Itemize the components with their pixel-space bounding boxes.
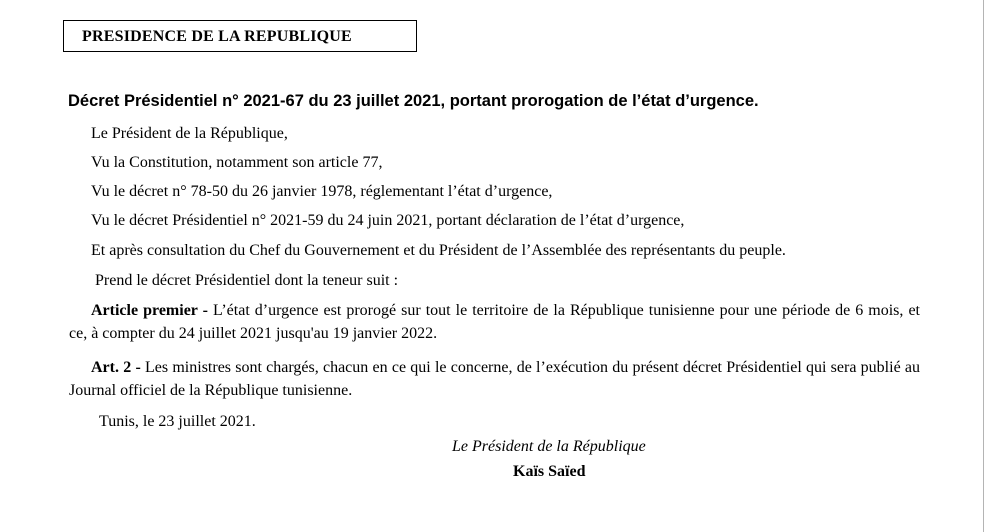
signatory-title: Le Président de la République xyxy=(452,438,646,455)
preamble-president: Le Président de la République, xyxy=(91,125,288,142)
issuing-authority-header: PRESIDENCE DE LA REPUBLIQUE xyxy=(82,28,352,45)
signatory-name: Kaïs Saïed xyxy=(513,463,586,480)
article-2-text: Les ministres sont chargés, chacun en ce qui le concerne, de l’exécution du présent décret Présidentiel qui sera publié au Journal officiel de la République tunisienne. xyxy=(69,359,920,399)
page-edge-divider xyxy=(983,0,984,532)
preamble-enacts: Prend le décret Présidentiel dont la teneur suit : xyxy=(95,272,399,289)
decree-title: Décret Présidentiel n° 2021-67 du 23 juillet 2021, portant prorogation de l’état d’urgence. xyxy=(68,92,759,110)
article-1-text: L’état d’urgence est prorogé sur tout le territoire de la République tunisienne pour une période de 6 mois, et ce, à compter du 24 juillet 2021 jusqu'au 19 janvier 2022. xyxy=(69,302,920,342)
article-1 xyxy=(69,299,920,345)
preamble-decree-1978: Vu le décret n° 78-50 du 26 janvier 1978, réglementant l’état d’urgence, xyxy=(91,183,553,200)
article-2-label: Art. 2 - xyxy=(91,359,146,376)
preamble-constitution: Vu la Constitution, notamment son article 77, xyxy=(91,154,383,171)
place-and-date: Tunis, le 23 juillet 2021. xyxy=(99,413,256,430)
preamble-consultation: Et après consultation du Chef du Gouvernement et du Président de l’Assemblée des représentants du peuple. xyxy=(91,242,786,259)
article-1-label: Article premier - xyxy=(91,302,214,319)
preamble-decree-2021-59: Vu le décret Présidentiel n° 2021-59 du 24 juin 2021, portant déclaration de l’état d’urgence, xyxy=(91,212,685,229)
article-2 xyxy=(69,356,920,402)
